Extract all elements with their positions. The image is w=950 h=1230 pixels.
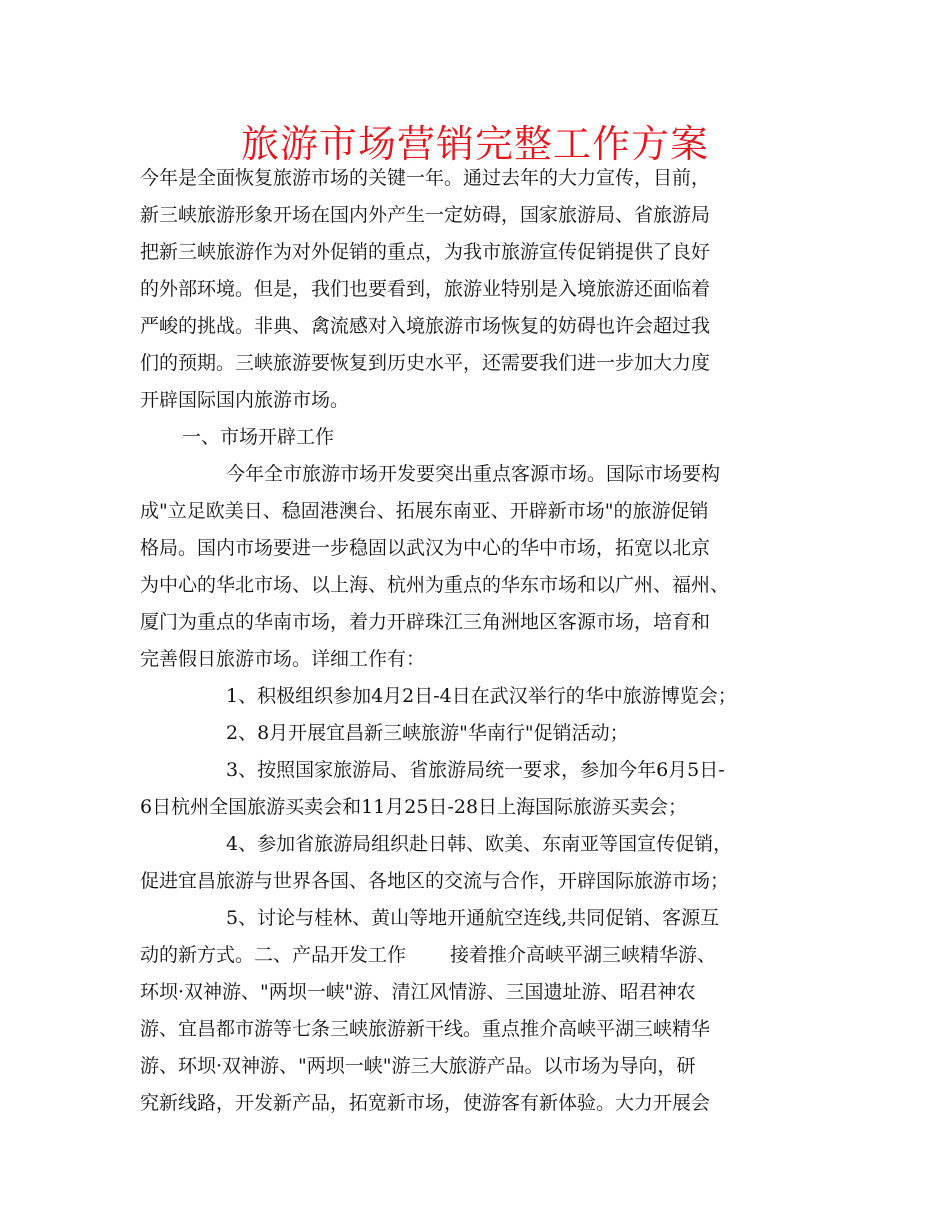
paragraph-line: 成"立足欧美日、稳固港澳台、拓展东南亚、开辟新市场"的旅游促销 [140,500,709,522]
list-item: 2、8月开展宜昌新三峡旅游"华南行"促销活动； [226,722,629,744]
list-item: 1、积极组织参加4月2日-4日在武汉举行的华中旅游博览会； [226,685,737,707]
paragraph-line: 为中心的华北市场、以上海、杭州为重点的华东市场和以广州、福州、 [140,574,730,596]
paragraph-line: 们的预期。三峡旅游要恢复到历史水平，还需要我们进一步加大力度 [140,352,711,374]
document-body [140,160,820,1122]
paragraph-line: 厦门为重点的华南市场，着力开辟珠江三角洲地区客源市场，培育和 [140,611,711,633]
paragraph-line: 完善假日旅游市场。详细工作有： [140,648,426,670]
paragraph-line: 格局。国内市场要进一步稳固以武汉为中心的华中市场，拓宽以北京 [140,537,711,559]
section-heading: 一、市场开辟工作 [182,426,335,448]
paragraph-line: 游、宜昌都市游等七条三峡旅游新干线。重点推介高峡平湖三峡精华 [140,1018,711,1040]
paragraph-line: 环坝·双神游、"两坝一峡"游、清江风情游、三国遗址游、昭君神农 [140,981,696,1003]
paragraph-line: 把新三峡旅游作为对外促销的重点，为我市旅游宣传促销提供了良好 [140,241,711,263]
list-item-continuation: 促进宜昌旅游与世界各国、各地区的交流与合作，开辟国际旅游市场； [140,870,730,892]
paragraph-line: 严峻的挑战。非典、禽流感对入境旅游市场恢复的妨碍也许会超过我 [140,315,711,337]
paragraph-line: 究新线路，开发新产品，拓宽新市场，使游客有新体验。大力开展会 [140,1092,711,1114]
list-item: 3、按照国家旅游局、省旅游局统一要求，参加今年6月5日- [226,759,725,781]
document-title: 旅游市场营销完整工作方案 [240,122,709,166]
list-item: 4、参加省旅游局组织赴日韩、欧美、东南亚等国宣传促销， [226,833,733,855]
paragraph-line: 今年是全面恢复旅游市场的关键一年。通过去年的大力宣传，目前， [140,167,711,189]
paragraph-line: 的外部环境。但是，我们也要看到，旅游业特别是入境旅游还面临着 [140,278,711,300]
paragraph-line: 开辟国际国内旅游市场。 [140,389,350,411]
paragraph-line: 新三峡旅游形象开场在国内外产生一定妨碍，国家旅游局、省旅游局 [140,204,711,226]
paragraph-line: 今年全市旅游市场开发要突出重点客源市场。国际市场要构 [226,463,721,485]
list-item: 5、讨论与桂林、黄山等地开通航空连线,共同促销、客源互 [226,907,720,929]
paragraph-line: 动的新方式。二、产品开发工作 接着推介高峡平湖三峡精华游、 [140,944,717,966]
paragraph-line: 游、环坝·双神游、"两坝一峡"游三大旅游产品。以市场为导向，研 [140,1055,696,1077]
list-item-continuation: 6日杭州全国旅游买卖会和11月25日-28日上海国际旅游买卖会； [140,796,688,818]
